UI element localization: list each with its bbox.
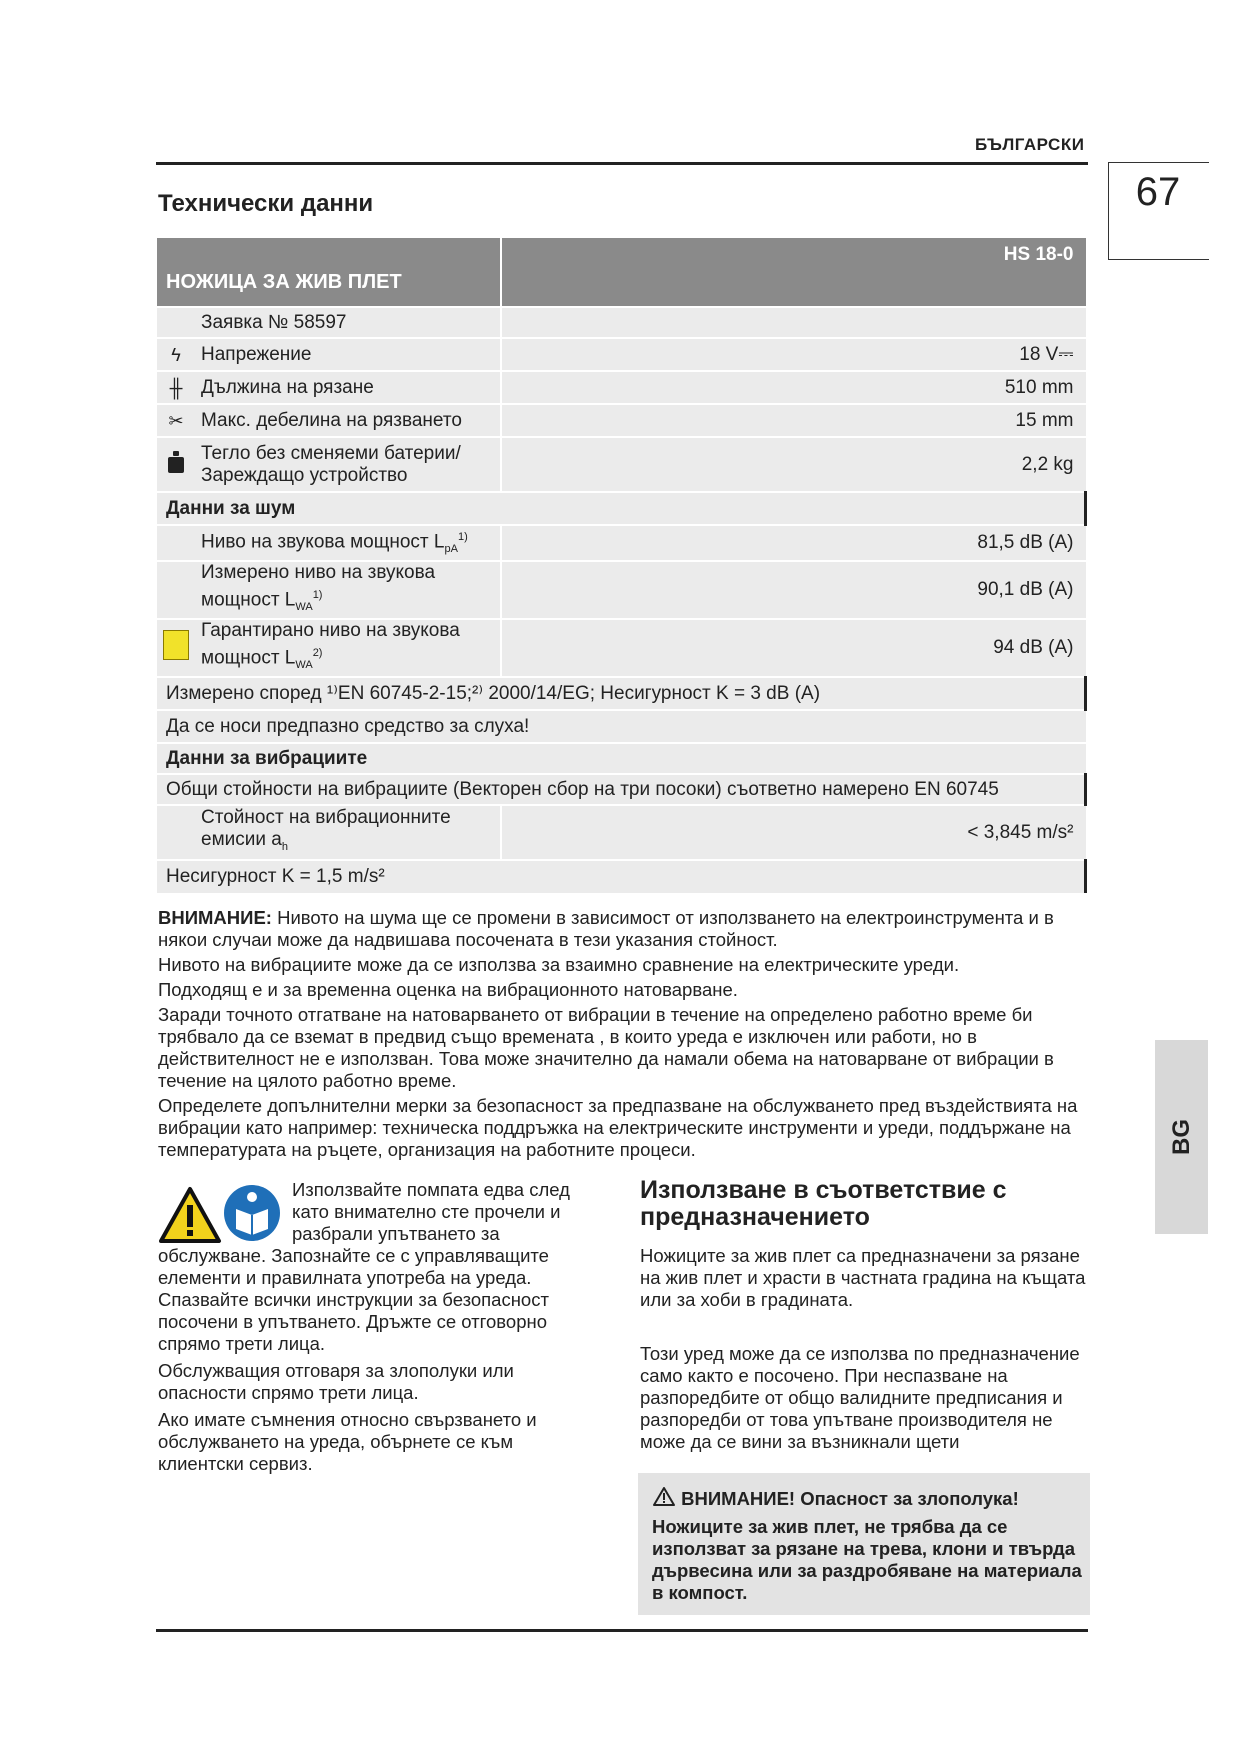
table-row: Гарантирано ниво на звукова мощност $L_{WA}^{2)}$ 94 dB (A) [157,619,1086,677]
table-row: Тегло без сменяеми батерии/ Зареждащо устройство 2,2 kg [157,437,1086,492]
hearing-protection-note: Да се носи предпазно средство за слуха! [157,710,1086,743]
page-number: 67 [1135,170,1181,214]
footer-rule [156,1629,1088,1632]
safety-icons [158,1183,282,1249]
table-row [157,677,1086,710]
noise-label-icon [163,630,189,660]
warning-icon [652,1486,676,1507]
notice-block: ВНИМАНИЕ: Нивото на шума ще се промени в зависимост от използването на електроинструмента и в някои случаи може да надвишава посочената в тези указания стойност. Нивото на вибрациите може да се използва за взаимно сравнение на електрическите уреди. Подходящ е и за временна оценка на вибрационното натоварване. Заради точното отгатване на натоварването от вибрации в течение на определено работно време би трябвало да се вземат в предвид също времената , в които уреда е изключен или работи, но в действителност не е използван. Това може значително да намали обема на натоварване от вибрации в течение на цялото работно време. Определете допълнителни мерки за безопасност за предпазване на обслужването пред въздействията на вибрации като например: техническа поддръжка на електрическите инструменти и уреди, поддържане на температурата на ръцете, организация на работните процеси. [158,907,1078,1160]
table-row: Ниво на звукова мощност $L_{pA}^{1)}$ 81,5 dB (A) [157,525,1086,561]
warning-text: Ножиците за жив плет, не трябва да се използват за рязане на трева, клони и твърда дървесина или за раздробяване на материала в компост. [652,1516,1082,1603]
max-thickness-value: 15 mm [501,404,1086,437]
table-row: Стойност на вибрационните емисии $a_h$ < 3,845 m/s² [157,805,1086,860]
cutting-length-value: 510 mm [501,371,1086,404]
read-manual-icon [224,1185,280,1241]
noise-data-title: Данни за шум [157,492,1086,525]
language-label: БЪЛГАРСКИ [975,135,1085,154]
warning-title: ВНИМАНИЕ! Опасност за злополука! [681,1488,1019,1509]
measured-sound-power-value: 90,1 dB (A) [501,561,1086,619]
table-row: ϟ Напрежение 18 V⎓ [157,338,1086,371]
section-title: Технически данни [158,190,374,217]
vibration-data-title: Данни за вибрациите [157,743,1086,774]
language-side-tab-label: BG [1167,1119,1195,1155]
warning-triangle-icon [161,1189,219,1241]
blade-length-icon: ╫ [169,377,183,398]
right-column: Използване в съответствие с предназначението Ножиците за жив плет са предназначени за рязане на жив плет и храсти в частната градина на къщата или за хоби в градината. Този уред може да се използва по предназначение само както е посочено. При неспазване на разпоредбите от общо валидните предписания и разпоредби от това упътване производителя не може да се вини за възникнали щети [640,1177,1090,1453]
lightning-icon: ϟ [171,344,181,365]
table-header-row [157,238,1086,307]
table-row: ✂ Макс. дебелина на рязването 15 mm [157,404,1086,437]
sound-pressure-value: 81,5 dB (A) [501,525,1086,561]
vibration-uncertainty: Несигурност K = 1,5 m/s² [157,860,1086,893]
vibration-value: < 3,845 m/s² [501,805,1086,860]
table-row [157,860,1086,893]
table-section-row [157,492,1086,525]
model-label: HS 18-0 [501,238,1086,307]
technical-data-table [157,238,1087,893]
intended-use-heading: Използване в съответствие с предназначението [640,1176,1007,1231]
product-label: НОЖИЦА ЗА ЖИВ ПЛЕТ [157,238,501,307]
accident-warning [652,1486,1082,1604]
notice-lead: ВНИМАНИЕ: [158,907,272,928]
table-row: Измерено ниво на звукова мощност $L_{WA}^{1)}$ 90,1 dB (A) [157,561,1086,619]
order-number: Заявка № 58597 [195,307,501,338]
table-row [157,710,1086,743]
weight-value: 2,2 kg [501,437,1086,492]
manual-intro: Използвайте помпата едва след като внимателно сте прочели и разбрали упътването за [292,1179,570,1244]
table-section-row [157,743,1086,774]
voltage-value: 18 V⎓ [501,338,1086,371]
left-column-text: обслужване. Запознайте се с управляващите елементи и правилната употреба на уреда. Спазвайте всички инструкции за безопасност посочени в упътването. Дръжте се отговорно спрямо трети лица. Обслужващия отговаря за злополуки или опасности спрямо трети лица. Ако имате съмнения относно свързването и обслужването на уреда, обърнете се към клиентски сервиз. [158,1245,549,1474]
weight-icon [163,450,189,476]
branch-thickness-icon: ✂ [168,410,184,431]
table-row: ╫ Дължина на рязане 510 mm [157,371,1086,404]
table-row [157,774,1086,805]
table-row [157,307,1086,338]
measured-standard: Измерено според ¹⁾EN 60745-2-15;²⁾ 2000/14/EG; Несигурност K = 3 dB (A) [157,677,1086,710]
header-rule [156,162,1088,165]
vibration-total-note: Общи стойности на вибрациите (Векторен сбор на три посоки) съответно намерено EN 60745 [157,774,1086,805]
guaranteed-sound-power-value: 94 dB (A) [501,619,1086,677]
